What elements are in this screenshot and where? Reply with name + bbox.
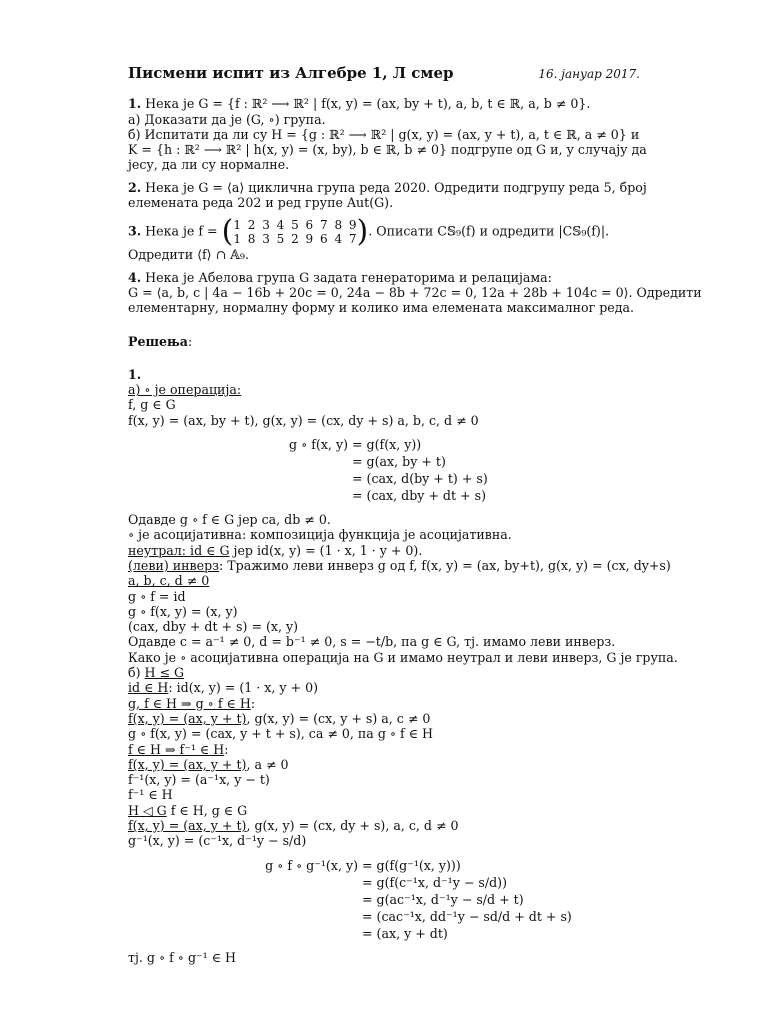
equation-lhs — [233, 908, 358, 925]
problem-text: Нека је G = {f : ℝ² ⟶ ℝ² | f(x, y) = (ax, by + t), a, b, t ∈ ℝ, a, b ≠ 0}. — [145, 96, 591, 112]
equation-rhs: = g(f(g⁻¹(x, y))) — [362, 857, 461, 873]
problem-text: елемената реда 202 и ред групе Aut(G). — [128, 195, 394, 211]
problem-number: 2. — [128, 179, 142, 195]
equation-row — [128, 874, 640, 891]
equation-row — [128, 470, 640, 487]
subsection-heading: id ∈ H — [128, 680, 169, 696]
solution-line: f(x, y) = (ax, by + t), g(x, y) = (cx, dy + s) a, b, c, d ≠ 0 — [128, 412, 479, 428]
problem-number: 4. — [128, 269, 142, 285]
solution-number: 1. — [128, 366, 142, 382]
problem-4 — [128, 269, 702, 316]
solution-line: f(x, y) = (ax, y + t) — [128, 710, 247, 726]
problem-text: Нека је f = — [145, 223, 218, 239]
solution-line: f⁻¹(x, y) = (a⁻¹x, y − t) — [128, 772, 270, 788]
equation-lhs: g ∘ f ∘ g⁻¹(x, y) — [265, 857, 358, 873]
equation-row — [128, 925, 640, 942]
solution-line: Одавде c = a⁻¹ ≠ 0, d = b⁻¹ ≠ 0, s = −t/b, па g ∈ G, тј. имамо леви инверз. — [128, 634, 616, 650]
problem-text: јесу, да ли су нормалне. — [128, 157, 290, 173]
solution-line: (cax, dby + dt + s) = (x, y) — [128, 619, 299, 635]
equation-row — [128, 908, 640, 925]
equation-rhs: = g(f(x, y)) — [352, 437, 422, 453]
equation-lhs — [233, 891, 358, 908]
solution-line: ∘ је асоцијативна: композиција функција је асоцијативна. — [128, 527, 512, 543]
equation-rhs: = (cax, d(by + t) + s) — [352, 471, 488, 487]
problem-3 — [128, 214, 640, 263]
problem-2 — [128, 179, 647, 211]
solution-line: g ∘ f(x, y) = (x, y) — [128, 603, 238, 619]
equation-rhs: = g(ac⁻¹x, d⁻¹y − s/d + t) — [362, 891, 524, 907]
solution-line: Одавде g ∘ f ∈ G јер ca, db ≠ 0. — [128, 512, 331, 528]
solution-line: Како је ∘ асоцијативна операција на G и имамо неутрал и леви инверз, G је група. — [128, 649, 678, 665]
equation-block-2 — [128, 857, 640, 942]
exam-page — [128, 64, 702, 965]
solution-line: f(x, y) = (ax, y + t) — [128, 817, 247, 833]
solution-line: g ∘ f(x, y) = (cax, y + t + s), ca ≠ 0, па g ∘ f ∈ H — [128, 726, 434, 742]
problem-text: елементарну, нормалну форму и колико има елемената максималног реда. — [128, 300, 634, 316]
solution-line: g⁻¹(x, y) = (c⁻¹x, d⁻¹y − s/d) — [128, 833, 307, 849]
equation-rhs: = g(f(c⁻¹x, d⁻¹y − s/d)) — [362, 874, 507, 890]
equation-rhs: = (cax, dby + dt + s) — [352, 488, 486, 504]
subsection-heading: g, f ∈ H ⇒ g ∘ f ∈ H — [128, 695, 251, 711]
problem-text: а) Доказати да је (G, ∘) група. — [128, 111, 326, 127]
solution-line: f⁻¹ ∈ H — [128, 787, 173, 803]
permutation-row-bottom: 1 8 3 5 2 9 6 4 7 — [233, 232, 357, 247]
solution-line: a, b, c, d ≠ 0 — [128, 573, 210, 589]
permutation-matrix: ( 1 2 3 4 5 6 7 8 9 1 8 3 5 2 9 6 4 7 ) — [221, 214, 369, 250]
problem-text: Нека је G = ⟨a⟩ циклична група реда 2020. Одредити подгрупу реда 5, број — [145, 179, 647, 195]
subsection-heading: H ◁ G — [128, 802, 167, 818]
header — [128, 66, 640, 82]
solution-1: 1. а) ∘ је операција: f, g ∈ G f(x, y) = (ax, by + t), g(x, y) = (cx, dy + s) a, b, c, d ≠ 0 g ∘ f(x, y) = g(f(x, y)) = g(ax, by + t) = (cax, d(by + t) + s) = (cax, dby + dt + s) Одавде g ∘ f ∈ G јер ca, db ≠ 0. ∘ је асоцијативна: композиција функција је асоцијативна. неутрал: id ∈ G јер id(x, y) = (1 · x, 1 · y + 0). (леви) инверз: Тражимо леви инверз g од f, f(x, y) = (ax, by+t), g(x, y) = (cx, dy+s) a, b, c, d ≠ 0 g ∘ f = id g ∘ f(x, y) = (x, y) (cax, dby + dt + s) = (x, y) Одавде c = a⁻¹ ≠ 0, d = b⁻¹ ≠ 0, s = −t/b, па g ∈ G, тј. имамо леви инверз. Како је ∘ асоцијативна операција на G и имамо неутрал и леви инверз, G је група. б) H ≤ G id ∈ H: id(x, y) = (1 · x, y + 0) g, f ∈ H ⇒ g ∘ f ∈ H: f(x, y) = (ax, y + t), g(x, y) = (cx, y + s) a, c ≠ 0 g ∘ f(x, y) = (cax, y + t + s), ca ≠ 0, па g ∘ f ∈ H f ∈ H ⇒ f⁻¹ ∈ H: f(x, y) = (ax, y + t), a ≠ 0 f⁻¹(x, y) = (a⁻¹x, y − t) f⁻¹ ∈ H H ◁ G f ∈ H, g ∈ G f(x, y) = (ax, y + t), g(x, y) = (cx, dy + s), a, c, d ≠ 0 g⁻¹(x, y) = (c⁻¹x, d⁻¹y − s/d) g ∘ f ∘ g⁻¹(x, y) = g(f(g⁻¹(x, y))) = g(f(c⁻¹x, d⁻¹y − s/d)) = g(ac⁻¹x, d⁻¹y − s/d + t) = (cac⁻¹x, dd⁻¹y − sd/d + dt + s) = (ax, y + dt) тј. g ∘ f ∘ g⁻¹ ∈ H — [128, 366, 678, 965]
subsection-heading: а) ∘ је операција: — [128, 382, 242, 398]
problem-text: . Описати C𝕊₉(f) и одредити |C𝕊₉(f)|. — [368, 223, 610, 239]
equation-row — [128, 857, 640, 874]
equation-row — [128, 487, 640, 504]
solution-line: g ∘ f = id — [128, 588, 186, 604]
equation-lhs — [258, 487, 348, 504]
equation-rhs: = g(ax, by + t) — [352, 454, 446, 470]
exam-title: Писмени испит из Алгебре 1, Л смер — [128, 64, 454, 82]
permutation-row-top: 1 2 3 4 5 6 7 8 9 — [233, 218, 357, 233]
equation-rhs: = (ax, y + dt) — [362, 925, 448, 941]
equation-lhs — [233, 925, 358, 942]
subsection-heading: f ∈ H ⇒ f⁻¹ ∈ H — [128, 741, 225, 757]
problem-text: б) Испитати да ли су H = {g : ℝ² ⟶ ℝ² | g(x, y) = (ax, y + t), a, t ∈ ℝ, a ≠ 0} и — [128, 126, 640, 142]
exam-date: 16. јануар 2017. — [538, 67, 640, 81]
equation-row — [128, 891, 640, 908]
problem-number: 3. — [128, 223, 142, 239]
equation-lhs — [258, 453, 348, 470]
subsection-heading: неутрал: id ∈ G — [128, 542, 230, 558]
problem-text: K = {h : ℝ² ⟶ ℝ² | h(x, y) = (x, by), b ∈ ℝ, b ≠ 0} подгрупе од G и, у случају да — [128, 142, 647, 158]
problem-1 — [128, 96, 647, 173]
problem-text: Нека је Абелова група G задата генераторима и релацијама: — [145, 269, 552, 285]
equation-row — [128, 436, 640, 453]
solution-line: f, g ∈ G — [128, 397, 176, 413]
problem-text: Одредити ⟨f⟩ ∩ 𝔸₉. — [128, 247, 249, 263]
equation-row — [128, 453, 640, 470]
equation-block-1 — [128, 436, 640, 504]
problem-text: G = ⟨a, b, c | 4a − 16b + 20c = 0, 24a − 8b + 72c = 0, 12a + 28b + 104c = 0⟩. Одредити — [128, 284, 702, 300]
equation-lhs: g ∘ f(x, y) — [289, 437, 348, 453]
equation-lhs — [233, 874, 358, 891]
solutions-heading: Решења: — [128, 333, 193, 349]
solution-line: f(x, y) = (ax, y + t) — [128, 756, 247, 772]
equation-lhs — [258, 470, 348, 487]
problem-number: 1. — [128, 96, 142, 112]
subsection-heading: H ≤ G — [144, 665, 185, 681]
subsection-heading: (леви) инверз — [128, 557, 220, 573]
solution-line: тј. g ∘ f ∘ g⁻¹ ∈ H — [128, 949, 237, 965]
equation-rhs: = (cac⁻¹x, dd⁻¹y − sd/d + dt + s) — [362, 908, 572, 924]
